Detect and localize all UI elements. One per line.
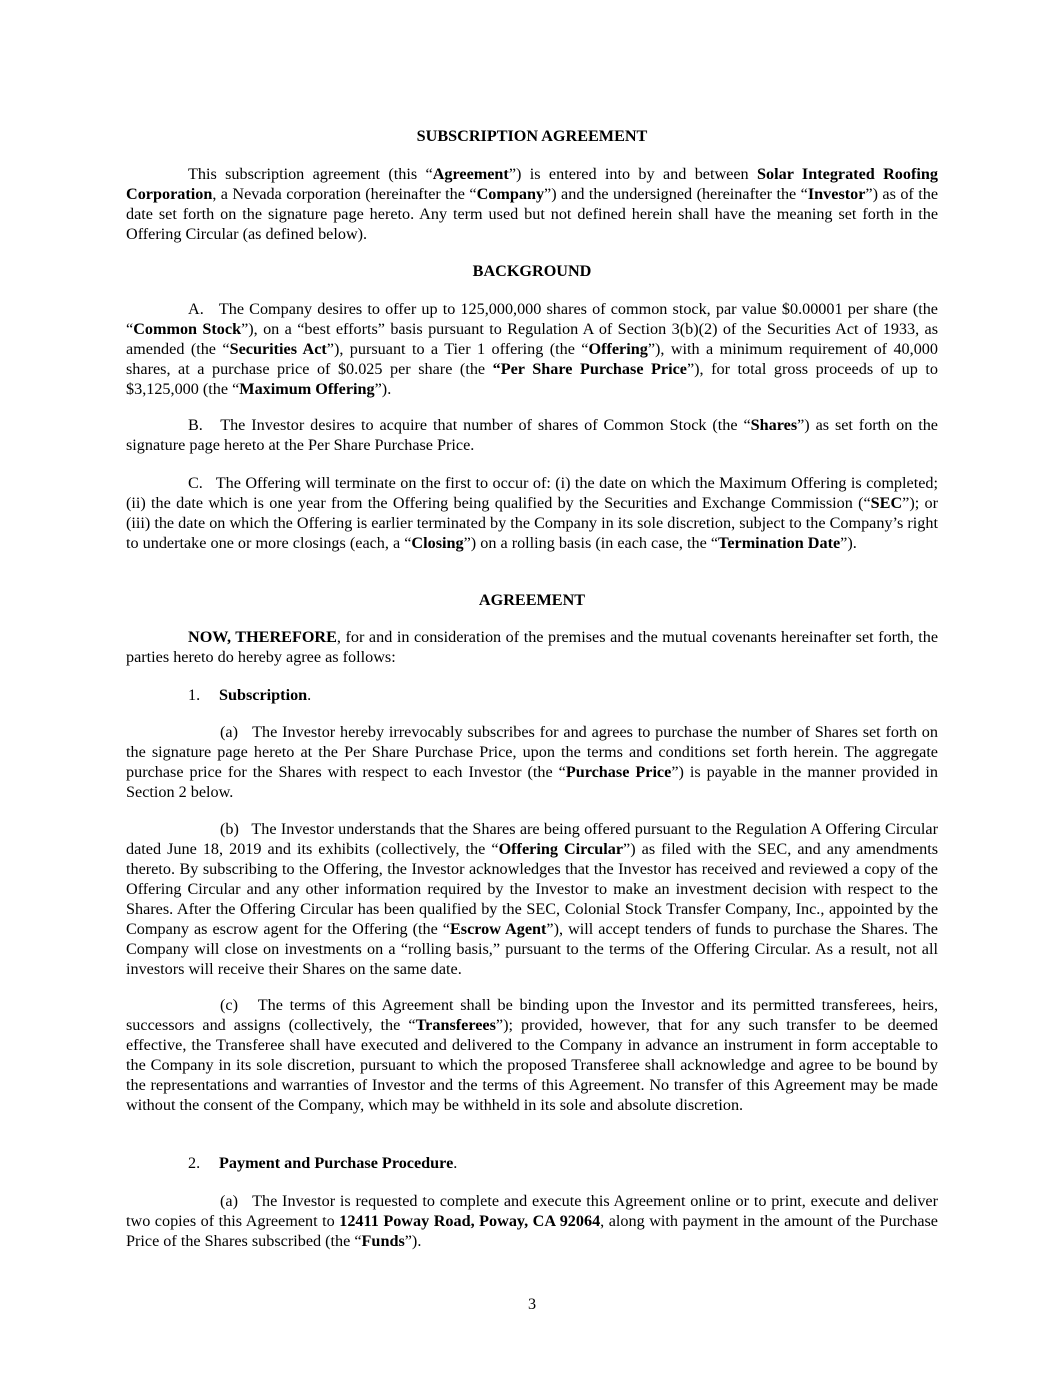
document-title: SUBSCRIPTION AGREEMENT <box>416 127 648 145</box>
now-therefore-paragraph: NOW, THEREFORE, for and in consideration of the premises and the mutual covenants hereinafter set forth, the parties hereto do hereby agree as follows: <box>126 628 939 666</box>
background-paragraph-a: A. The Company desires to offer up to 125,000,000 shares of common stock, par value $0.00001 per share (the “Common Stock”), on a “best efforts” basis pursuant to Regulation A of Section 3(b)(2) of the Securities Act of 1933, as amended (the “Securities Act”), pursuant to a Tier 1 offering (the “Offering”), with a minimum requirement of 40,000 shares, at a purchase price of $0.025 per share (the “Per Share Purchase Price”), for total gross proceeds of up to $3,125,000 (the “Maximum Offering”). <box>126 300 939 398</box>
agreement-heading: AGREEMENT <box>478 591 586 609</box>
intro-paragraph: This subscription agreement (this “Agreement”) is entered into by and between Solar Integrated Roofing Corporation, a Nevada corporation (hereinafter the “Company”) and the undersigned (hereinafter the “Investor”) as of the date set forth on the signature page hereto. Any term used but not defined herein shall have the meaning set forth in the Offering Circular (as defined below). <box>126 165 938 243</box>
page-number: 3 <box>527 1295 537 1313</box>
section-1-heading: 1. Subscription. <box>188 686 312 704</box>
section-1a-paragraph: (a) The Investor hereby irrevocably subscribes for and agrees to purchase the number of Shares set forth on the signature page hereto at the Per Share Purchase Price, upon the terms and conditions set forth herein. The aggregate purchase price for the Shares with respect to each Investor (the “Purchase Price”) is payable in the manner provided in Section 2 below. <box>126 723 938 801</box>
section-2a-paragraph: (a) The Investor is requested to complete and execute this Agreement online or to print, execute and deliver two copies of this Agreement to 12411 Poway Road, Poway, CA 92064, along with payment in the amount of the Purchase Price of the Shares subscribed (the “Funds”). <box>126 1192 938 1250</box>
background-heading: BACKGROUND <box>472 262 592 280</box>
background-paragraph-c: C. The Offering will terminate on the first to occur of: (i) the date on which the Maximum Offering is completed; (ii) the date which is one year from the Offering being qualified by the Securities and Exchange Commission (“SEC”); or (iii) the date on which the Offering is earlier terminated by the Company in its sole discretion, subject to the Company’s right to undertake one or more closings (each, a “Closing”) on a rolling basis (in each case, the “Termination Date”). <box>126 474 938 552</box>
background-paragraph-b: B. The Investor desires to acquire that number of shares of Common Stock (the “Shares”) as set forth on the signature page hereto at the Per Share Purchase Price. <box>126 416 938 454</box>
section-1c-paragraph: (c) The terms of this Agreement shall be binding upon the Investor and its permitted transferees, heirs, successors and assigns (collectively, the “Transferees”); provided, however, that for any such transfer to be deemed effective, the Transferee shall have executed and delivered to the Company in advance an instrument in form acceptable to the Company in its sole discretion, pursuant to which the proposed Transferee shall acknowledge and agree to be bound by the representations and warranties of Investor and the terms of this Agreement. No transfer of this Agreement may be made without the consent of the Company, which may be withheld in its sole and absolute discretion. <box>126 996 938 1114</box>
section-2-heading: 2. Payment and Purchase Procedure. <box>188 1154 458 1172</box>
section-1b-paragraph: (b) The Investor understands that the Shares are being offered pursuant to the Regulation A Offering Circular dated June 18, 2019 and its exhibits (collectively, the “Offering Circular”) as filed with the SEC, and any amendments thereto. By subscribing to the Offering, the Investor acknowledges that the Investor has received and reviewed a copy of the Offering Circular and any other information required by the Investor to make an investment decision with respect to the Shares. After the Offering Circular has been qualified by the SEC, Colonial Stock Transfer Company, Inc., appointed by the Company as escrow agent for the Offering (the “Escrow Agent”), will accept tenders of funds to purchase the Shares. The Company will close on investments on a “rolling basis,” pursuant to the terms of the Offering Circular. As a result, not all investors will receive their Shares on the same date. <box>126 820 938 978</box>
